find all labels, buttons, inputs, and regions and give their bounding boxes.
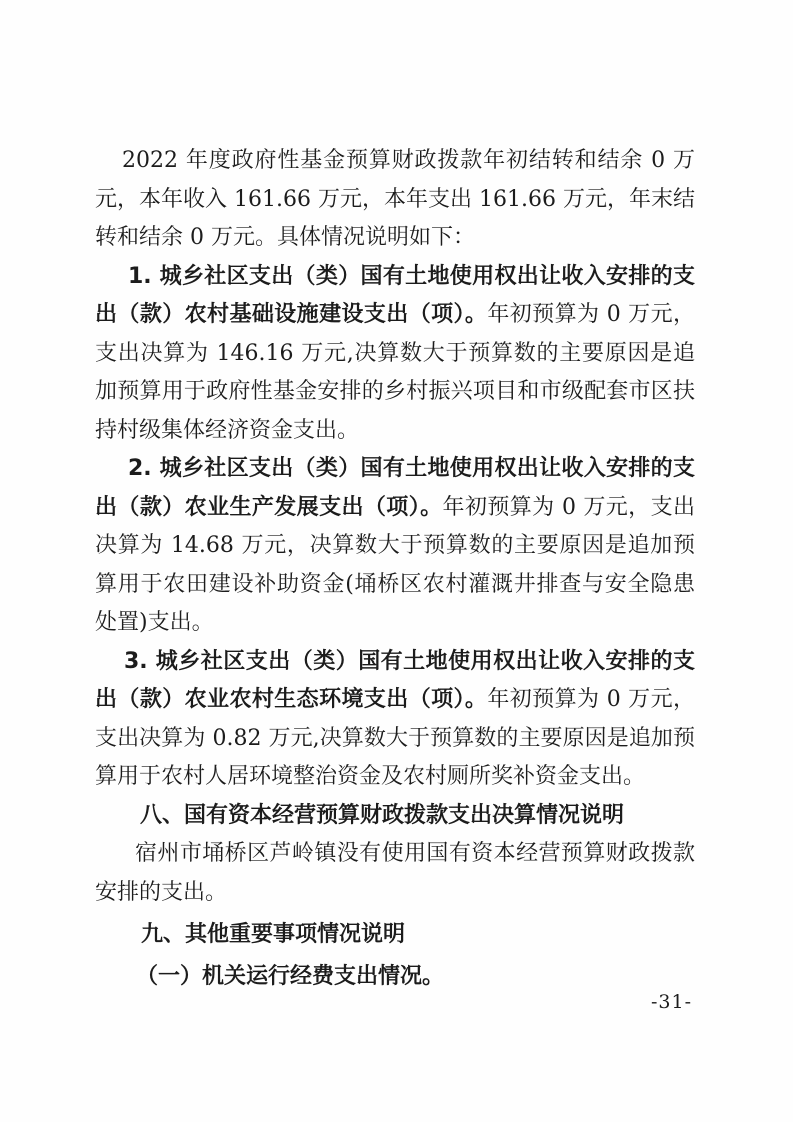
text-segment: 宿州市埇桥区芦岭镇没有使用国有资本经营预算财政拨款安排的支出。 <box>95 841 695 905</box>
text-segment: 年初预算为 0 万元，支出决算为 146.16 万元,决算数大于预算数的主要原因是追加预算用于政府性基金安排的乡村振兴项目和市级配套市区扶持村级集体经济资金支出。 <box>95 302 695 443</box>
item-1-rural-infrastructure-expense <box>95 258 695 451</box>
bold-text-segment: 2. 城乡社区支出（类）国有土地使用权出让收入安排的支出（款）农业生产发展支出（项）。 <box>95 456 695 520</box>
gov-fund-budget-summary <box>95 142 695 258</box>
bold-text-segment: 1. 城乡社区支出（类）国有土地使用权出让收入安排的支出（款）农村基础设施建设支出（项）。 <box>95 263 695 327</box>
bold-text-segment: 九、其他重要事项情况说明 <box>141 922 406 947</box>
page-number: -31- <box>650 991 692 1013</box>
item-2-agricultural-production-expense <box>95 450 695 643</box>
bold-text-segment: 八、国有资本经营预算财政拨款支出决算情况说明 <box>140 802 625 828</box>
document-body <box>95 142 695 996</box>
bold-text-segment: 3. 城乡社区支出（类）国有土地使用权出让收入安排的支出（款）农业农村生态环境支出（项）。 <box>95 648 695 712</box>
section-8-body <box>95 835 695 912</box>
section-9-sub-1-heading <box>95 958 695 997</box>
section-8-heading <box>95 797 695 836</box>
text-segment: 2022 年度政府性基金预算财政拨款年初结转和结余 0 万元，本年收入 161.66 万元，本年支出 161.66 万元，年末结转和结余 0 万元。具体情况说明如下： <box>95 148 695 250</box>
section-9-heading <box>95 916 695 955</box>
text-segment: 年初预算为 0 万元，支出决算为 0.82 万元,决算数大于预算数的主要原因是追加预算用于农村人居环境整治资金及农村厕所奖补资金支出。 <box>95 687 695 789</box>
bold-text-segment: （一）机关运行经费支出情况。 <box>136 963 445 989</box>
item-3-rural-eco-environment-expense <box>95 643 695 797</box>
text-segment: 年初预算为 0 万元，支出决算为 14.68 万元，决算数大于预算数的主要原因是追加预算用于农田建设补助资金(埇桥区农村灌溉井排查与安全隐患处置)支出。 <box>95 494 695 635</box>
